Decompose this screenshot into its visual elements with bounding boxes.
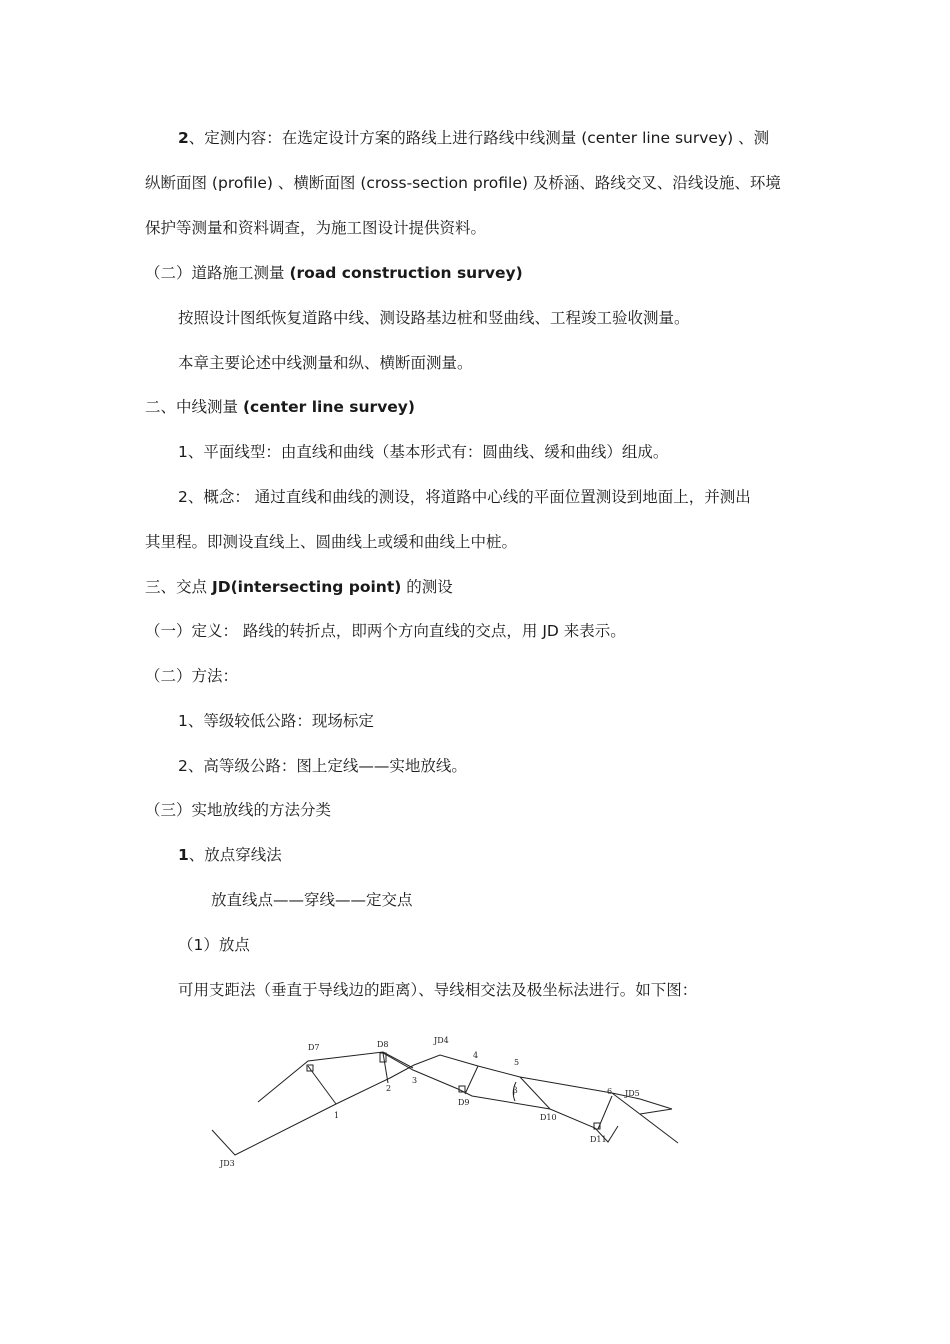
text-run: 三、交点	[145, 578, 212, 596]
text-run: （二）方法：	[145, 667, 239, 685]
text-line-9	[178, 487, 751, 507]
text-line-17	[178, 845, 282, 865]
text-line-6	[178, 353, 473, 373]
label-d9: D9	[458, 1098, 470, 1107]
label-beta: β	[513, 1086, 518, 1095]
label-d8: D8	[377, 1040, 389, 1049]
text-run: 1	[178, 846, 189, 864]
label-d10: D10	[540, 1113, 557, 1122]
text-run: 2、高等级公路：图上定线——实地放线。	[178, 757, 467, 775]
text-line-8	[178, 442, 668, 462]
text-run: 按照设计图纸恢复道路中线、测设路基边桩和竖曲线、工程竣工验收测量。	[178, 309, 690, 327]
label-4: 4	[473, 1051, 479, 1060]
text-run: 2、概念： 通过直线和曲线的测设，将道路中心线的平面位置测设到地面上，并测出	[178, 488, 751, 506]
text-run: 、定测内容：在选定设计方案的路线上进行路线中线测量 (center line survey) 、测	[188, 129, 770, 147]
text-run: 纵断面图 (profile) 、横断面图 (cross-section profile) 及桥涵、路线交叉、沿线设施、环境	[145, 174, 781, 192]
route-survey-diagram	[200, 1025, 690, 1175]
label-d11: D11	[590, 1135, 607, 1144]
text-line-16	[145, 800, 331, 820]
label-2: 2	[386, 1084, 392, 1093]
text-line-5	[178, 308, 690, 328]
text-run: 1、平面线型：由直线和曲线（基本形式有：圆曲线、缓和曲线）组成。	[178, 443, 669, 461]
text-run: （三）实地放线的方法分类	[145, 801, 332, 819]
label-d7: D7	[308, 1043, 320, 1052]
text-line-13	[145, 666, 238, 686]
text-run: （二）道路施工测量	[145, 264, 290, 282]
text-run: 的测设	[401, 578, 453, 596]
text-line-18	[211, 890, 413, 910]
text-run: 保护等测量和资料调查，为施工图设计提供资料。	[145, 219, 487, 237]
text-line-2	[145, 173, 781, 193]
text-run: (center line survey)	[242, 398, 415, 416]
text-line-19	[178, 935, 250, 955]
text-run: 2	[178, 129, 189, 147]
text-run: （1）放点	[178, 936, 250, 954]
text-line-20	[178, 980, 697, 1000]
section-heading-road-construction	[145, 263, 523, 283]
text-line-3	[145, 218, 486, 238]
traverse-line	[258, 1052, 413, 1102]
text-run: 、放点穿线法	[188, 846, 282, 864]
section-heading-center-line	[145, 397, 415, 417]
text-run: 其里程。即测设直线上、圆曲线上或缓和曲线上中桩。	[145, 533, 518, 551]
text-line-12	[145, 621, 626, 641]
text-line-1	[178, 128, 769, 148]
text-run: 1、等级较低公路：现场标定	[178, 712, 374, 730]
text-run: 可用支距法（垂直于导线边的距离）、导线相交法及极坐标法进行。如下图：	[178, 981, 698, 999]
section-heading-intersecting-point	[145, 577, 453, 597]
label-3: 3	[412, 1076, 418, 1085]
label-1: 1	[334, 1111, 340, 1120]
text-line-15	[178, 756, 467, 776]
label-jd5: JD5	[625, 1089, 640, 1098]
label-5: 5	[514, 1058, 520, 1067]
text-line-10	[145, 532, 517, 552]
text-run: 本章主要论述中线测量和纵、横断面测量。	[178, 354, 473, 372]
label-jd4: JD4	[434, 1036, 449, 1045]
text-run: 放直线点——穿线——定交点	[211, 891, 413, 909]
offset-4	[465, 1066, 478, 1094]
offset-1	[308, 1066, 336, 1104]
line-after-jd5	[640, 1109, 672, 1114]
text-run: JD(intersecting point)	[211, 578, 402, 596]
label-6: 6	[607, 1087, 613, 1096]
label-jd3: JD3	[220, 1159, 235, 1168]
text-run: 二、中线测量	[145, 398, 243, 416]
text-run: （一）定义： 路线的转折点，即两个方向直线的交点，用 JD 来表示。	[145, 622, 626, 640]
text-run: (road construction survey)	[289, 264, 523, 282]
text-line-14	[178, 711, 374, 731]
